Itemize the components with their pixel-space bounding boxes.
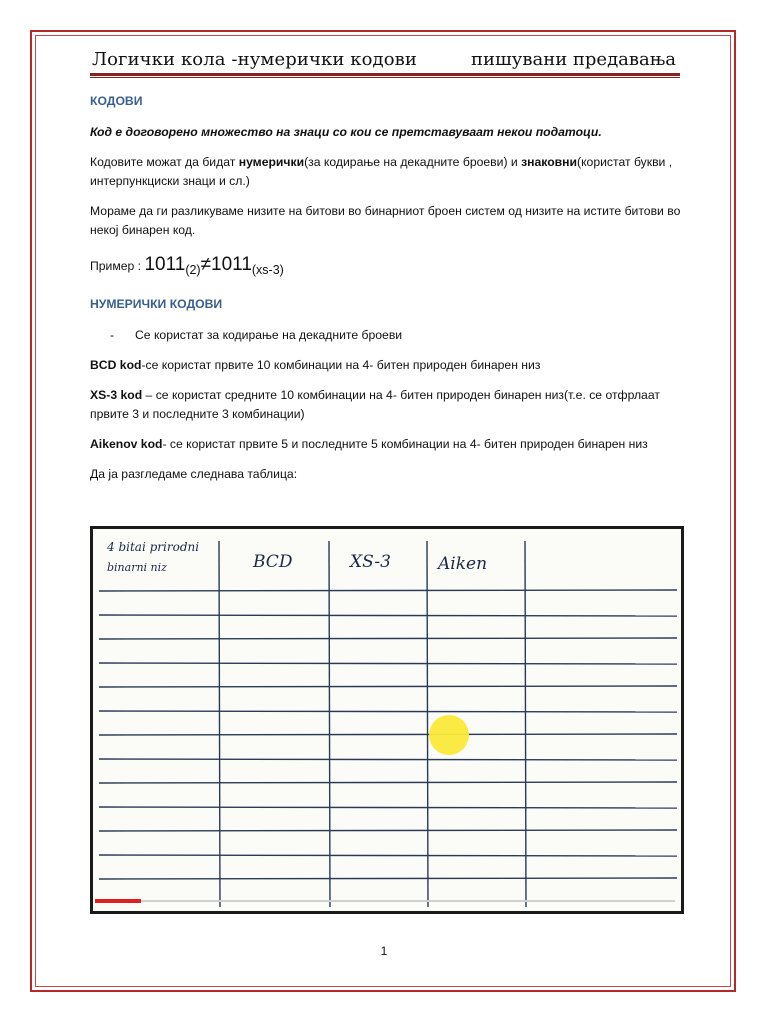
- grid-row-line: [99, 759, 677, 760]
- pointer-highlight: [429, 715, 469, 755]
- grid-column-line: [329, 541, 330, 907]
- section-title-codes: КОДОВИ: [90, 94, 143, 108]
- grid-row-line: [99, 855, 677, 856]
- grid-row-line: [99, 663, 677, 664]
- text-fragment: (за кодирање на декадните броеви) и: [304, 155, 522, 169]
- example-base-1: (2): [185, 263, 201, 277]
- example-not-equal: ≠: [200, 254, 212, 275]
- header-title: Логички кола -нумерички кодови: [92, 49, 417, 70]
- whiteboard-drawing: [93, 529, 681, 911]
- text-bold-numeric: нумерички: [238, 155, 305, 169]
- example-line: [90, 254, 686, 281]
- paragraph-aiken: [90, 435, 686, 454]
- example-base-2: (xs-3): [251, 263, 284, 277]
- handwritten-col3: XS-3: [350, 552, 391, 572]
- grid-row-line: [99, 590, 677, 591]
- header-subtitle: пишувани предавања: [471, 49, 676, 70]
- code-definition: Код е договорено множество на знаци со кои се претставуваат некои податоци.: [90, 125, 602, 139]
- paragraph-distinguish: Мораме да ги разликуваме низите на битови во бинарниот броен систем од низите на истите битови во некој бинарен код.: [90, 204, 681, 237]
- handwritten-col1-line2: binarni niz: [107, 561, 167, 574]
- grid-row-line: [99, 878, 677, 879]
- document-body: [90, 92, 686, 495]
- example-number-1: 1011: [144, 254, 186, 275]
- grid-row-line: [99, 711, 677, 712]
- grid-row-line: [99, 686, 677, 687]
- section-title-numeric-codes: НУМЕРИЧКИ КОДОВИ: [90, 297, 223, 311]
- grid-row-line: [99, 615, 677, 616]
- paragraph-xs3: [90, 386, 686, 424]
- paragraph-table-intro: Да ја разгледаме следнава таблица:: [90, 467, 298, 481]
- example-number-2: 1011: [211, 254, 252, 275]
- grid-row-line: [99, 638, 677, 639]
- aiken-label: Aikenov kod: [90, 437, 163, 451]
- grid-column-line: [219, 541, 220, 907]
- bcd-label: BCD kod: [90, 358, 142, 372]
- video-progress-fill: [95, 899, 141, 903]
- text-bold-character: знаковни: [521, 155, 578, 169]
- handwritten-col2: BCD: [253, 552, 293, 572]
- paragraph-bcd: [90, 356, 686, 375]
- text-fragment: (користат букви , интерпункциски знаци и сл.): [90, 155, 673, 188]
- bcd-text: -се користат првите 10 комбинации на 4- битен природен бинарен низ: [141, 358, 541, 372]
- grid-row-line: [99, 807, 677, 808]
- bullet-dash: -: [110, 328, 115, 342]
- grid-row-line: [99, 782, 677, 783]
- handwritten-col1-line1: 4 bitai prirodni: [107, 540, 200, 554]
- xs3-text: – се користат средните 10 комбинации на 4- битен природен бинарен низ(т.е. се отфрлаат првите 3 и последните 3 комбинации): [90, 388, 660, 421]
- list-item: [110, 326, 686, 345]
- grid-column-line: [427, 541, 428, 907]
- xs3-label: XS-3 kod: [90, 388, 143, 402]
- grid-row-line: [99, 830, 677, 831]
- table-grid: [99, 541, 677, 907]
- paragraph-code-types: [90, 153, 686, 191]
- aiken-text: - се користат првите 5 и последните 5 комбинации на 4- битен природен бинарен низ: [162, 437, 648, 451]
- page-header: [90, 46, 678, 76]
- bullet-text: Се користат за кодирање на декадните броеви: [135, 328, 403, 342]
- video-progress-bar[interactable]: [95, 900, 675, 902]
- text-fragment: Кодовите можат да бидат: [90, 155, 239, 169]
- header-rule-thin: [90, 77, 680, 78]
- whiteboard: [93, 529, 681, 911]
- example-label: Пример :: [90, 259, 145, 273]
- header-rule: [90, 73, 680, 76]
- handwritten-col4: Aiken: [438, 554, 488, 574]
- grid-row-line: [99, 734, 677, 735]
- page-number: 1: [380, 944, 388, 958]
- grid-column-line: [525, 541, 526, 907]
- video-frame[interactable]: [90, 526, 684, 914]
